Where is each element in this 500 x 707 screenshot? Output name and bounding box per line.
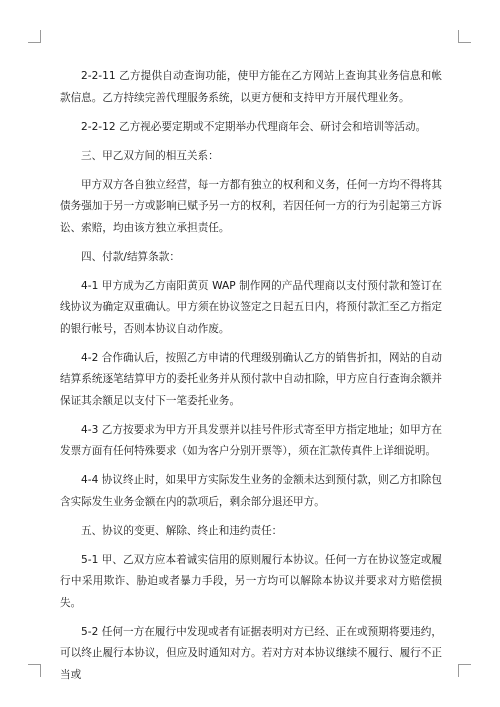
crop-mark-top-left (28, 30, 41, 43)
clause-5-1: 5-1 甲、乙双方应本着诚实信用的原则履行本协议。任何一方在协议签定或履行中采用欺诈、胁迫或者暴力手段，另一方均可以解除本协议并要求对方赔偿损失。 (60, 553, 442, 609)
crop-mark-bottom-left (28, 664, 41, 677)
crop-mark-bottom-right (458, 664, 471, 677)
section-heading-3: 三、甲乙双方间的相互关系： (81, 149, 219, 162)
section-3-paragraph: 甲方双方各自独立经营，每一方都有独立的权利和义务，任何一方均不得将其债务强加于另一方或影响已赋予另一方的权利，若因任何一方的行为引起第三方诉讼、索赔，均由该方独立承担责任。 (60, 178, 442, 234)
clause-4-4: 4-4 协议终止时，如果甲方实际发生业务的金额未达到预付款，则乙方扣除包含实际发生业务金额在内的款项后，剩余部分退还甲方。 (60, 474, 442, 508)
crop-mark-top-right (458, 30, 471, 43)
section-heading-4: 四、付款/结算条款： (81, 250, 180, 263)
clause-2-2-11: 2-2-11 乙方提供自动查询功能，使甲方能在乙方网站上查询其业务信息和帐款信息。乙方持续完善代理服务系统，以更方便和支持甲方开展代理业务。 (60, 70, 442, 104)
clause-5-2: 5-2 任何一方在履行中发现或者有证据表明对方已经、正在或预期将要违约，可以终止履行本协议，但应及时通知对方。若对方对本协议继续不履行、履行不正当或 (60, 625, 442, 681)
clause-4-1: 4-1 甲方成为乙方南阳黄页 WAP 制作网的产品代理商以支付预付款和签订在线协议为确定双重确认。甲方须在协议签定之日起五日内，将预付款汇至乙方指定的银行帐号，否则本协议自动作废。 (60, 279, 442, 335)
document-body (60, 66, 442, 694)
clause-2-2-12: 2-2-12 乙方视必要定期或不定期举办代理商年会、研讨会和培训等活动。 (81, 120, 427, 133)
clause-4-2: 4-2 合作确认后，按照乙方申请的代理级别确认乙方的销售折扣，网站的自动结算系统逐笔结算甲方的委托业务并从预付款中自动扣除，甲方应自行查询余额并保证其余额足以支付下一笔委托业务。 (60, 351, 442, 407)
section-heading-5: 五、协议的变更、解除、终止和违约责任： (81, 524, 283, 537)
clause-4-3: 4-3 乙方按要求为甲方开具发票并以挂号件形式寄至甲方指定地址；如甲方在发票方面有任何特殊要求（如为客户分别开票等），须在汇款传真件上详细说明。 (60, 423, 442, 457)
